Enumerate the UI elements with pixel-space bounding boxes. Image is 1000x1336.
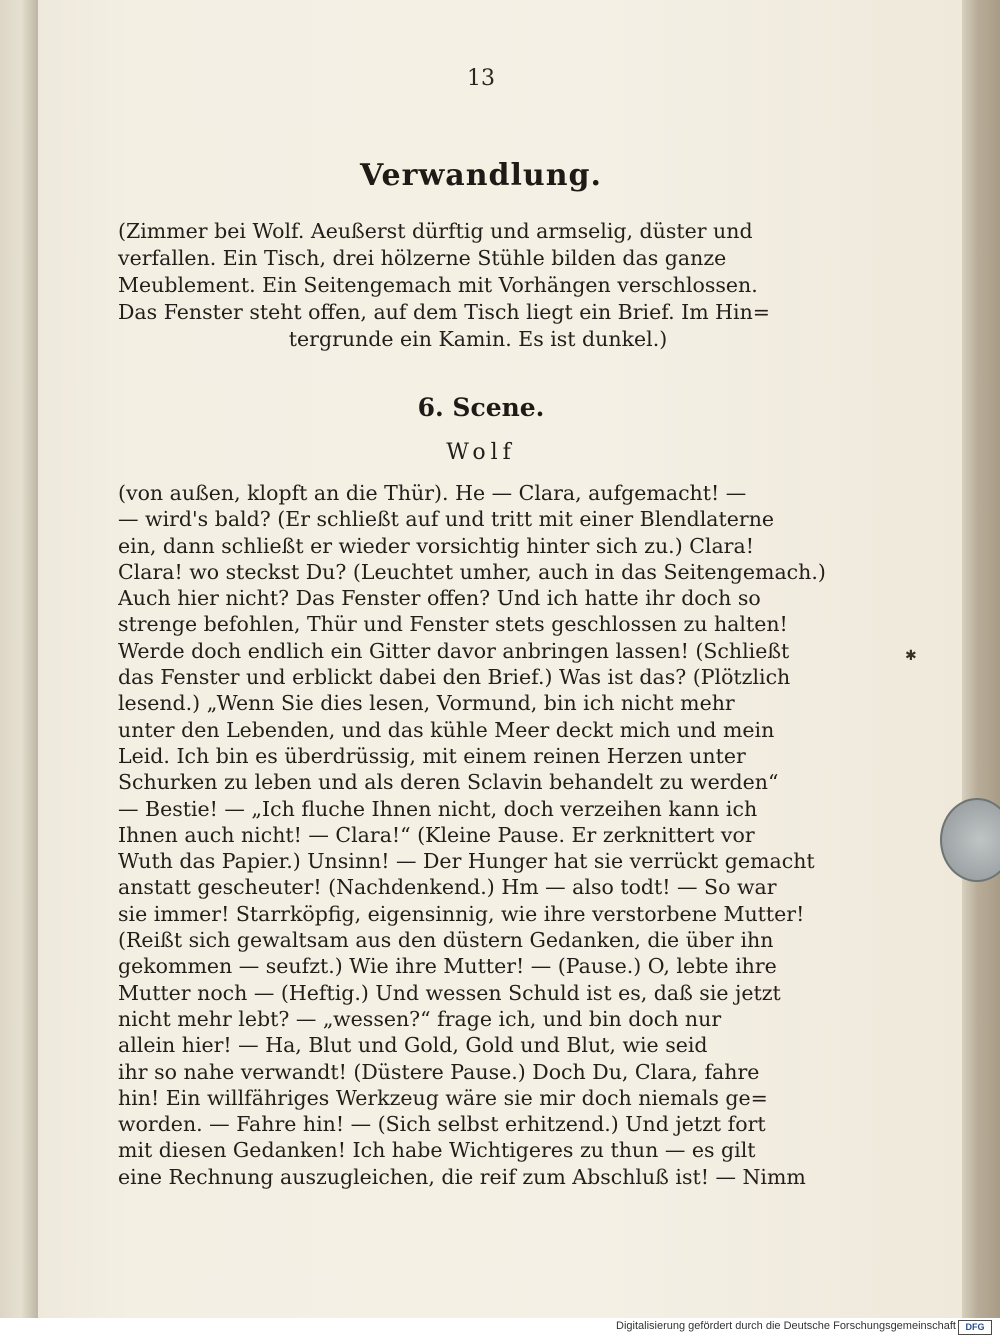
scene-heading: 6. Scene.	[417, 393, 545, 422]
dialogue-line: anstatt gescheuter! (Nachdenkend.) Hm — also todt! — So war	[118, 875, 777, 900]
stage-direction-line: verfallen. Ein Tisch, drei hölzerne Stühle bilden das ganze	[118, 246, 727, 270]
dialogue-line: (Reißt sich gewaltsam aus den düstern Gedanken, die über ihn	[118, 928, 774, 953]
stage-direction-line: tergrunde ein Kamin. Es ist dunkel.)	[288, 327, 668, 351]
ink-mark: ✱	[905, 648, 917, 664]
dialogue-line: Clara! wo steckst Du? (Leuchtet umher, auch in das Seitengemach.)	[118, 559, 826, 584]
dialogue-line: mit diesen Gedanken! Ich habe Wichtigeres zu thun — es gilt	[118, 1138, 756, 1163]
dialogue-line: Werde doch endlich ein Gitter davor anbringen lassen! (Schließt	[118, 638, 790, 663]
dialogue-text	[118, 480, 840, 1190]
dialogue-line: unter den Lebenden, und das kühle Meer deckt mich und mein	[118, 717, 775, 742]
dialogue-line: Wuth das Papier.) Unsinn! — Der Hunger hat sie verrückt gemacht	[118, 849, 815, 874]
dialogue-line: ein, dann schließt er wieder vorsichtig hinter sich zu.) Clara!	[118, 533, 754, 558]
dialogue-line: ihr so nahe verwandt! (Düstere Pause.) Doch Du, Clara, fahre	[118, 1059, 760, 1084]
scene-title: Verwandlung.	[360, 158, 602, 193]
footer-credit: Digitalisierung gefördert durch die Deutsche Forschungsgemeinschaft	[616, 1320, 956, 1332]
speaker-name: Wolf	[446, 440, 516, 465]
dialogue-line: eine Rechnung auszugleichen, die reif zum Abschluß ist! — Nimm	[118, 1164, 806, 1189]
dialogue-line: lesend.) „Wenn Sie dies lesen, Vormund, bin ich nicht mehr	[118, 691, 735, 716]
dialogue-line: nicht mehr lebt? — „wessen?“ frage ich, und bin doch nur	[118, 1006, 722, 1031]
stage-direction-line: (Zimmer bei Wolf. Aeußerst dürftig und armselig, düster und	[118, 219, 753, 243]
dialogue-line: worden. — Fahre hin! — (Sich selbst erhitzend.) Und jetzt fort	[118, 1112, 766, 1137]
dialogue-line: strenge befohlen, Thür und Fenster stets geschlossen zu halten!	[118, 612, 788, 637]
dialogue-line: sie immer! Starrköpfig, eigensinnig, wie ihre verstorbene Mutter!	[118, 901, 805, 926]
stage-direction-line: Meublement. Ein Seitengemach mit Vorhängen verschlossen.	[118, 273, 758, 297]
dialogue-line: — Bestie! — „Ich fluche Ihnen nicht, doch verzeihen kann ich	[118, 796, 758, 821]
dialogue-line: — wird's bald? (Er schließt auf und tritt mit einer Blendlaterne	[118, 507, 775, 532]
dialogue-line: (von außen, klopft an die Thür). He — Clara, aufgemacht! —	[118, 481, 747, 505]
dialogue-line: Leid. Ich bin es überdrüssig, mit einem reinen Herzen unter	[118, 743, 746, 768]
dialogue-line: hin! Ein willfähriges Werkzeug wäre sie mir doch niemals ge=	[118, 1085, 768, 1110]
page-number: 13	[467, 66, 495, 91]
page-edge-stack	[962, 0, 1000, 1318]
dialogue-line: Ihnen auch nicht! — Clara!“ (Kleine Pause. Er zerknittert vor	[118, 822, 755, 847]
dialogue-line: das Fenster und erblickt dabei den Brief.) Was ist das? (Plötzlich	[118, 665, 791, 690]
dialogue-line: Auch hier nicht? Das Fenster offen? Und ich hatte ihr doch so	[118, 586, 761, 611]
dialogue-line: gekommen — seufzt.) Wie ihre Mutter! — (Pause.) O, lebte ihre	[118, 954, 777, 979]
dialogue-line: allein hier! — Ha, Blut und Gold, Gold und Blut, wie seid	[118, 1033, 708, 1058]
dfg-logo: DFG	[958, 1320, 992, 1335]
dialogue-line: Schurken zu leben und als deren Sclavin behandelt zu werden“	[118, 770, 779, 795]
stage-direction	[118, 218, 838, 353]
book-spine	[0, 0, 38, 1318]
dialogue-line: Mutter noch — (Heftig.) Und wessen Schuld ist es, daß sie jetzt	[118, 980, 781, 1005]
stage-direction-line: Das Fenster steht offen, auf dem Tisch liegt ein Brief. Im Hin=	[118, 300, 770, 324]
